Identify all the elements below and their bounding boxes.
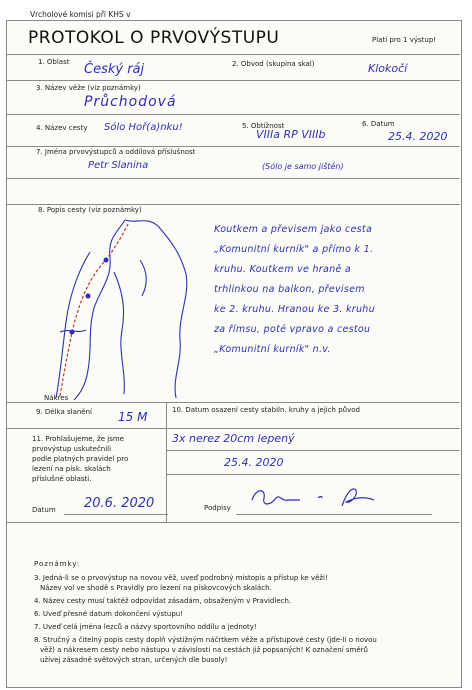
sketch-ledge (140, 260, 146, 296)
rule-row4 (6, 146, 460, 147)
committee-header: Vrcholové komisi při KHS v (30, 10, 131, 19)
protection-label: 10. Datum osazení cesty stabiln. kruhy a jejich původ (172, 406, 360, 414)
description-line-3: kruhu. Koutkem ve hraně a (214, 264, 352, 275)
sketch-tower-outline (125, 220, 187, 398)
signature-2 (342, 489, 374, 506)
copy-note: Platí pro 1 výstup! (372, 36, 437, 44)
district-value: Klokočí (368, 62, 408, 75)
rule-row1 (6, 54, 460, 55)
note-3: 4. Název cesty musí taktéž odpovídat zásadám, obsaženým v Pravidlech. (34, 597, 292, 605)
sketch-crack (114, 272, 124, 394)
committee-blank (146, 20, 236, 21)
climbers-note: (Sólo je samo jištěn) (262, 162, 344, 171)
region-label: 1. Oblast (38, 58, 70, 66)
description-line-7: „Komunitní kurník" n.v. (214, 344, 331, 355)
note-8: užívej zásadně světových stran, určených dle busoly! (40, 656, 228, 664)
note-5: 7. Uveď celá jména lezců a názvy sportovního oddílu a jednoty! (34, 623, 257, 631)
note-4: 6. Uveď přesné datum dokončení výstupu! (34, 610, 184, 618)
signature-date-blank (64, 514, 168, 515)
signature-mark (318, 497, 322, 499)
description-line-2: „Komunitní kurník" a přímo k 1. (214, 244, 374, 255)
route-value: Sólo Hoř(a)nku! (104, 122, 183, 133)
route-label: 4. Název cesty (36, 124, 88, 132)
signature-1 (252, 491, 300, 504)
sketch-rock-left (56, 252, 90, 398)
rule-row2 (6, 80, 460, 81)
sketch-bolt-1 (70, 330, 75, 335)
rappel-label: 9. Délka slanění (36, 408, 92, 416)
note-6: 8. Stručný a čitelný popis cesty doplň výstižným náčrtkem věže a přístupové cesty (jde-li o novou (34, 636, 377, 644)
rule-row7 (6, 402, 460, 403)
rule-col-11 (166, 428, 167, 522)
notes-title: Poznámky: (34, 560, 81, 568)
sketch-bolt-3 (104, 258, 109, 263)
protection-line-1: 3x nerez 20cm lepený (172, 432, 295, 445)
district-label: 2. Obvod (skupina skal) (232, 60, 315, 68)
description-label: 8. Popis cesty (viz poznámky) (38, 206, 142, 214)
signature-blank (236, 514, 432, 515)
rule-row6 (6, 204, 460, 205)
date-value: 25.4. 2020 (388, 130, 448, 143)
signatures (246, 480, 396, 514)
difficulty-value: VIIIa RP VIIIb (256, 128, 326, 141)
date-label: 6. Datum (362, 120, 395, 128)
signature-date-value: 20.6. 2020 (84, 496, 155, 511)
rule-row11 (6, 522, 460, 523)
route-sketch (30, 212, 210, 402)
note-1: 3. Jedná-li se o prvovýstup na novou věž, uveď podrobný místopis a přístup ke věži! (34, 574, 328, 582)
declaration-text: 11. Prohlašujeme, že jsme prvovýstup uskutečnili podle platných pravidel pro lezení na písk. skalách příslušné oblasti. (32, 435, 129, 483)
tower-label: 3. Název věže (viz poznámky) (36, 84, 141, 92)
difficulty-label: 5. Obtížnost (242, 122, 285, 130)
region-value: Český ráj (84, 62, 145, 77)
rule-row9 (166, 450, 460, 451)
rappel-value: 15 M (118, 410, 148, 424)
rule-row8 (6, 428, 460, 429)
note-2: Název vol ve shodě s Pravidly pro lezení na pískovcových skalách. (40, 584, 272, 592)
sketch-tower-left (74, 220, 125, 400)
protection-line-2: 25.4. 2020 (224, 456, 284, 469)
note-7: věž) a nákresem cesty nebo nástupu v závislosti na cestách již popsaných! K označení směrů (40, 646, 368, 654)
rule-row3 (6, 114, 460, 115)
description-line-4: trhlinkou na balkon, převisem (214, 284, 365, 295)
description-line-5: ke 2. kruhu. Hranou ke 3. kruhu (214, 304, 375, 315)
description-line-1: Koutkem a převisem jako cesta (214, 224, 373, 235)
sketch-label: Nákres (44, 394, 69, 402)
rule-row5 (6, 178, 460, 179)
sketch-bolt-2 (86, 294, 91, 299)
rule-row10 (166, 474, 460, 475)
climbers-label: 7. Jména prvovýstupců a oddílová příslušnost (36, 148, 196, 156)
page-title: PROTOKOL O PRVOVÝSTUPU (28, 28, 280, 48)
signature-date-label: Datum (32, 506, 56, 514)
tower-value: Průchodová (84, 94, 177, 110)
rule-col-9-10 (166, 402, 167, 428)
description-line-6: za římsu, poté vpravo a cestou (214, 324, 371, 335)
signatures-label: Podpisy (204, 504, 231, 512)
climbers-value: Petr Slanina (88, 160, 149, 171)
